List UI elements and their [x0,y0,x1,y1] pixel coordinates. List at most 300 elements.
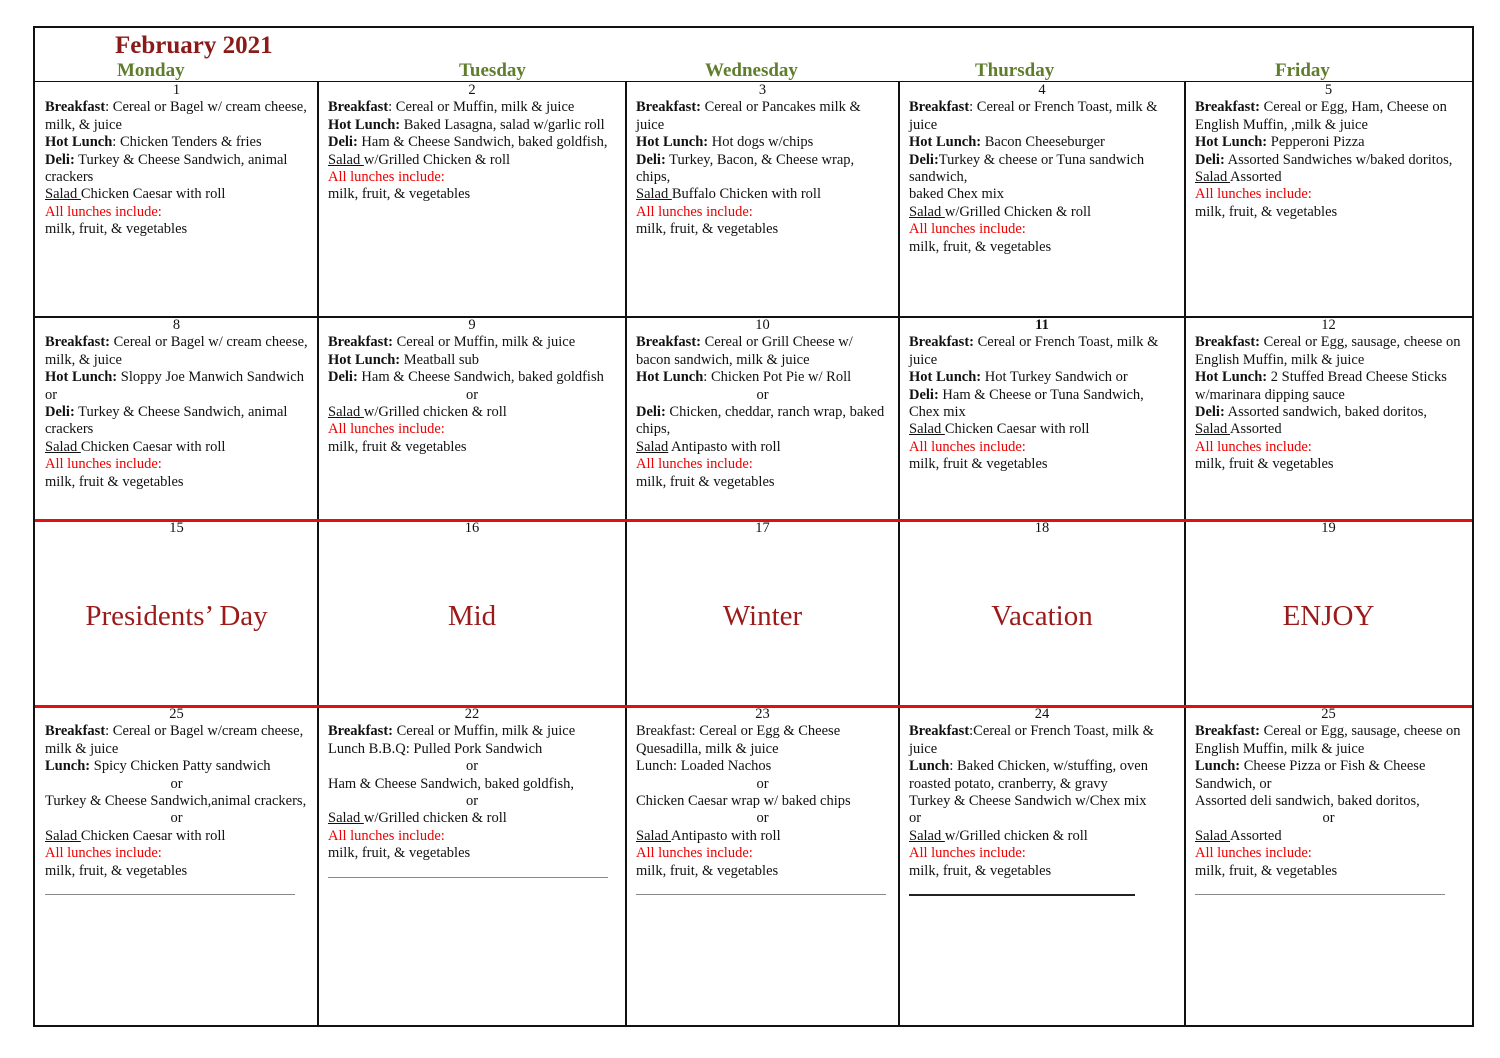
lunch-note: All lunches include: [636,845,753,862]
meal-label: Hot Lunch: [636,134,709,151]
day-number: 16 [464,520,480,536]
menu-line [636,776,889,793]
menu-line [328,828,616,845]
menu-line [909,239,1175,256]
day-number: 8 [172,317,181,333]
menu-text: Turkey & cheese or Tuna sandwich sandwich, [909,151,1145,186]
menu-text: milk, fruit, & vegetables [45,862,188,879]
menu-text: Ham & Cheese Sandwich, baked goldfish, [328,775,575,792]
menu-text: milk, fruit, & vegetables [636,221,779,238]
lunch-note: All lunches include: [909,221,1026,238]
day-number: 12 [1321,317,1336,333]
meal-label: Lunch: [45,758,91,775]
menu-text: Meatball sub [400,351,480,368]
day-number: 17 [755,520,770,536]
meal-label: Hot Lunch: [909,134,982,151]
menu-text: Lunch B.B.Q: Pulled Pork Sandwich [328,740,543,757]
menu-line [1195,723,1462,758]
day-number: 9 [468,317,476,333]
meal-label: Lunch [909,758,950,775]
menu-text: milk, fruit, & vegetables [328,186,471,203]
menu-text: Turkey & Cheese Sandwich, animal crackers [45,404,288,438]
menu-line [909,456,1175,473]
menu-text: Assorted deli sandwich, baked doritos, [1195,793,1420,810]
menu-line [1195,793,1462,810]
day-number: 1 [172,82,181,98]
meal-label: Breakfast: [45,334,110,351]
menu-line [328,369,616,386]
day-cell [626,520,899,706]
menu-text: Bacon Cheeseburger [981,134,1105,151]
meal-label: Deli: [328,369,358,386]
menu-line [45,99,308,134]
meal-label: Breakfast [45,723,106,740]
menu-line [909,99,1175,134]
menu-text: Antipasto with roll [671,827,781,844]
menu-text: Antipasto with roll [668,438,781,455]
menu-line [1195,334,1462,369]
menu-line [328,99,616,116]
menu-line [1195,828,1462,845]
menu-line [636,134,889,151]
meal-label: Deli: [909,151,939,168]
lunch-note: All lunches include: [45,845,162,862]
menu-text: milk, fruit & vegetables [909,456,1048,473]
menu-line [1195,863,1462,880]
menu-text: or [756,775,769,792]
menu-text: Spicy Chicken Patty sandwich [90,758,271,775]
menu-text: Hot Turkey Sandwich or [981,369,1128,386]
menu-line [45,186,308,203]
menu-text: Assorted [1230,827,1282,844]
menu-line [45,474,308,491]
menu-line [636,793,889,810]
menu-text: milk, fruit, & vegetables [909,862,1052,879]
day-cell [899,317,1185,520]
meal-label: Breakfast: [328,723,393,740]
menu-text: Chicken Caesar with roll [80,438,226,455]
menu-text: baked Chex mix [909,186,1005,203]
salad-label: Salad [636,827,672,844]
lunch-note: All lunches include: [909,845,1026,862]
menu-text: Turkey & Cheese Sandwich,animal crackers, [45,793,307,810]
menu-text: Baked Lasagna, salad w/garlic roll [400,116,605,133]
salad-label: Salad [328,151,364,168]
menu-line [1195,186,1462,203]
menu-text: Cereal or Egg, sausage, cheese on English Muffin, milk & juice [1195,334,1461,368]
menu-text: Assorted Sandwiches w/baked doritos, [1224,151,1453,168]
menu-text: milk, fruit, & vegetables [1195,203,1338,220]
day-cell [318,82,626,317]
meal-label: Breakfast [328,99,389,116]
meal-label: Breakfast [909,723,970,740]
menu-line [909,793,1175,810]
day-header-wednesday: Wednesday [705,60,798,81]
menu-line [1195,758,1462,793]
menu-line [45,456,308,473]
meal-label: Breakfast: [636,99,701,116]
menu-text: Cereal or Muffin, milk & juice [392,723,576,740]
menu-line [636,456,889,473]
meal-label: Deli: [909,386,939,403]
meal-label: Hot Lunch: [45,369,118,386]
menu-text: Assorted sandwich, baked doritos, [1224,404,1427,421]
menu-text: or [465,758,479,775]
menu-text: : Cereal or Bagel w/ cream cheese, milk, & juice [45,99,307,133]
menu-line [636,334,889,369]
menu-text: Cereal or Egg, sausage, cheese on English Muffin, milk & juice [1195,723,1461,757]
meal-label: Hot Lunch [636,369,704,386]
day-cell [318,520,626,706]
menu-line [636,474,889,491]
menu-text: :Cereal or French Toast, milk & juice [909,723,1154,757]
menu-text: Cereal or Grill Cheese w/ bacon sandwich, milk & juice [636,334,853,368]
lunch-note: All lunches include: [636,203,753,220]
day-number: 18 [1034,520,1050,536]
menu-line [636,221,889,238]
salad-label: Salad [45,438,81,455]
menu-line [636,810,889,827]
menu-text: milk, fruit, & vegetables [328,845,471,862]
lunch-note: All lunches include: [45,203,162,220]
lunch-note: All lunches include: [45,456,162,473]
holiday-label: ENJOY [1282,600,1375,632]
menu-text: Hot dogs w/chips [708,134,814,151]
meal-label: Hot Lunch: [909,369,982,386]
menu-text: Assorted [1230,421,1282,438]
meal-label: Breakfast [45,99,106,116]
day-number: 22 [464,706,480,722]
meal-label: Deli: [1195,404,1225,421]
meal-label: Breakfast [909,99,970,116]
menu-line [45,758,308,775]
lunch-note: All lunches include: [328,169,445,186]
day-number: 24 [1034,706,1050,722]
menu-line [909,758,1175,793]
menu-text: w/Grilled chicken & roll [363,810,507,827]
meal-label: Hot Lunch: [1195,369,1268,386]
meal-label: Hot Lunch [45,134,113,151]
lunch-note: All lunches include: [328,421,445,438]
menu-text: w/Grilled Chicken & roll [363,151,511,168]
menu-line [328,810,616,827]
day-cell [1185,82,1472,317]
menu-text: : Cereal or French Toast, milk & juice [909,99,1158,133]
menu-text: Pepperoni Pizza [1267,134,1365,151]
day-cell [35,317,318,520]
menu-line [909,723,1175,758]
salad-label: Salad [328,404,364,421]
day-cell [318,317,626,520]
salad-label: Salad [636,438,669,455]
menu-text: Ham & Cheese Sandwich, baked goldfish, [357,134,608,151]
holiday-label: Presidents’ Day [85,600,268,632]
day-cell [899,706,1185,1025]
menu-line [1195,204,1462,221]
lunch-note: All lunches include: [1195,845,1312,862]
day-number: 3 [758,82,767,98]
day-number: 25 [1321,706,1336,722]
meal-label: Hot Lunch: [1195,134,1268,151]
menu-text: Breakfast: Cereal or Egg & Cheese Quesadilla, milk & juice [636,723,841,757]
day-number: 10 [755,317,770,333]
salad-label: Salad [45,827,81,844]
salad-label: Salad [1195,421,1231,438]
menu-line [636,186,889,203]
meal-label: Breakfast: [909,334,974,351]
menu-text: milk, fruit, & vegetables [909,238,1052,255]
menu-line [45,439,308,456]
menu-line [909,152,1175,187]
meal-label: Deli: [45,151,75,168]
menu-line [636,152,889,187]
menu-line [909,334,1175,369]
day-cell [1185,706,1472,1025]
menu-line [1195,152,1462,169]
signature-line [636,894,886,895]
menu-line [328,758,616,775]
menu-line [328,421,616,438]
salad-label: Salad [45,186,81,203]
meal-label: Breakfast: [328,334,393,351]
menu-text: or [756,386,769,403]
menu-text: Assorted [1230,169,1282,186]
menu-line [45,404,308,439]
menu-text: : Chicken Pot Pie w/ Roll [703,369,852,386]
menu-line [45,221,308,238]
salad-label: Salad [909,421,945,438]
menu-text: w/Grilled Chicken & roll [944,203,1092,220]
meal-label: Deli: [636,151,666,168]
menu-line [1195,369,1462,404]
lunch-note: All lunches include: [328,827,445,844]
menu-line [328,117,616,134]
menu-line [45,204,308,221]
signature-line [1195,894,1445,895]
menu-text: : Chicken Tenders & fries [112,134,262,151]
menu-line [328,186,616,203]
day-number: 11 [1035,317,1049,333]
menu-line [1195,99,1462,134]
menu-line [1195,421,1462,438]
calendar-title: February 2021 [115,32,273,59]
menu-line [636,439,889,456]
menu-text: milk, fruit, & vegetables [1195,862,1338,879]
day-number: 19 [1321,520,1336,536]
menu-text: Chicken Caesar with roll [80,186,226,203]
menu-line [1195,456,1462,473]
menu-line [328,334,616,351]
menu-line [909,421,1175,438]
meal-label: Deli: [636,404,666,421]
lunch-note: All lunches include: [1195,186,1312,203]
menu-text: w/Grilled chicken & roll [944,827,1088,844]
menu-line [45,810,308,827]
menu-line [1195,404,1462,421]
meal-label: Breakfast: [1195,723,1260,740]
menu-line [328,723,616,740]
menu-line [636,204,889,221]
menu-line [328,387,616,404]
menu-text: or [909,810,922,827]
menu-line [45,863,308,880]
menu-text: Ham & Cheese Sandwich, baked goldfish [357,369,604,386]
day-cell [1185,520,1472,706]
meal-label: Lunch: [1195,758,1241,775]
menu-line [1195,845,1462,862]
day-cell [1185,317,1472,520]
menu-text: or [756,810,769,827]
menu-line [636,99,889,134]
holiday-label: Vacation [991,600,1093,632]
menu-line [328,845,616,862]
menu-line [328,776,616,793]
menu-text: Cereal or Bagel w/ cream cheese, milk, & juice [45,334,308,368]
menu-text: milk, fruit & vegetables [45,473,184,490]
day-cell [899,82,1185,317]
menu-text: Turkey, Bacon, & Cheese wrap, chips, [636,151,855,186]
menu-line [636,723,889,758]
day-number: 5 [1324,82,1333,98]
menu-line [328,793,616,810]
day-header-monday: Monday [117,60,185,81]
menu-line [909,369,1175,386]
day-cell [35,520,318,706]
menu-text: Chicken Caesar wrap w/ baked chips [636,793,851,810]
menu-line [328,404,616,421]
meal-label: Breakfast: [1195,334,1260,351]
menu-line [45,845,308,862]
meal-label: Breakfast: [1195,99,1260,116]
meal-label: Deli: [45,404,75,421]
menu-text: w/Grilled chicken & roll [363,404,507,421]
meal-label: Breakfast: [636,334,701,351]
menu-line [909,828,1175,845]
menu-text: Chicken Caesar with roll [80,827,226,844]
menu-line [328,152,616,169]
menu-text: Cereal or Egg, Ham, Cheese on English Muffin, ,milk & juice [1195,99,1447,133]
lunch-note: All lunches include: [636,456,753,473]
menu-line [45,152,308,187]
menu-line [909,439,1175,456]
menu-line [909,221,1175,238]
day-cell [626,706,899,1025]
meal-label: Hot Lunch: [328,116,401,133]
day-cell [626,317,899,520]
day-number: 4 [1038,82,1046,98]
menu-line [1195,169,1462,186]
salad-label: Salad [328,810,364,827]
menu-line [45,776,308,793]
signature-line [909,894,1135,896]
menu-line [636,863,889,880]
menu-line [909,204,1175,221]
menu-line [45,723,308,758]
menu-text: Cereal or Pancakes milk & juice [636,99,861,133]
menu-text: Buffalo Chicken with roll [671,186,821,203]
holiday-label: Mid [447,600,497,632]
menu-line [45,334,308,369]
menu-line [909,863,1175,880]
menu-text: : Baked Chicken, w/stuffing, oven roasted potato, cranberry, & gravy [909,758,1148,792]
menu-line [909,134,1175,151]
salad-label: Salad [636,186,672,203]
meal-label: Hot Lunch: [328,351,401,368]
menu-line [909,186,1175,203]
menu-text: or [170,775,183,792]
salad-label: Salad [909,827,945,844]
menu-text: or [465,793,479,810]
day-cell [35,706,318,1025]
day-cell [35,82,318,317]
menu-text: milk, fruit & vegetables [328,438,467,455]
menu-line [909,845,1175,862]
menu-line [636,387,889,404]
menu-text: Chicken, cheddar, ranch wrap, baked chips, [636,404,885,438]
day-cell [899,520,1185,706]
signature-line [328,877,608,878]
day-cell [318,706,626,1025]
menu-text: or [170,810,183,827]
menu-text: Cereal or Muffin, milk & juice [392,334,576,351]
signature-line [45,894,295,895]
menu-text: Sloppy Joe Manwich Sandwich or [45,369,304,403]
menu-line [45,828,308,845]
menu-line [636,758,889,775]
menu-text: or [1322,810,1335,827]
menu-line [636,845,889,862]
menu-text: Turkey & Cheese Sandwich w/Chex mix [909,793,1147,810]
menu-line [45,134,308,151]
salad-label: Salad [1195,827,1231,844]
menu-text: Cheese Pizza or Fish & Cheese Sandwich, or [1195,758,1426,792]
menu-line [909,387,1175,422]
menu-line [1195,439,1462,456]
menu-line [909,810,1175,827]
menu-text: 2 Stuffed Bread Cheese Sticks w/marinara dipping sauce [1195,369,1447,403]
day-number: 23 [755,706,770,722]
lunch-note: All lunches include: [909,438,1026,455]
menu-line [45,793,308,810]
menu-line [328,439,616,456]
menu-text: milk, fruit, & vegetables [636,862,779,879]
menu-line [45,369,308,404]
menu-text: : Cereal or Muffin, milk & juice [388,99,575,116]
menu-line [636,828,889,845]
menu-line [328,741,616,758]
menu-line [1195,134,1462,151]
day-header-tuesday: Tuesday [459,60,526,81]
menu-line [636,369,889,386]
menu-text: milk, fruit, & vegetables [45,221,188,238]
menu-text: or [465,386,479,403]
menu-text: milk, fruit & vegetables [636,473,775,490]
menu-text: : Cereal or Bagel w/cream cheese, milk & juice [45,723,304,757]
day-cell [626,82,899,317]
menu-calendar [33,26,1474,1027]
meal-label: Deli: [328,134,358,151]
lunch-note: All lunches include: [1195,438,1312,455]
day-number: 2 [468,82,476,98]
salad-label: Salad [1195,169,1231,186]
menu-text: milk, fruit & vegetables [1195,456,1334,473]
menu-text: Lunch: Loaded Nachos [636,758,772,775]
menu-text: Chicken Caesar with roll [944,421,1090,438]
salad-label: Salad [909,203,945,220]
menu-line [636,404,889,439]
menu-text: Turkey & Cheese Sandwich, animal crackers [45,151,288,186]
menu-line [1195,810,1462,827]
